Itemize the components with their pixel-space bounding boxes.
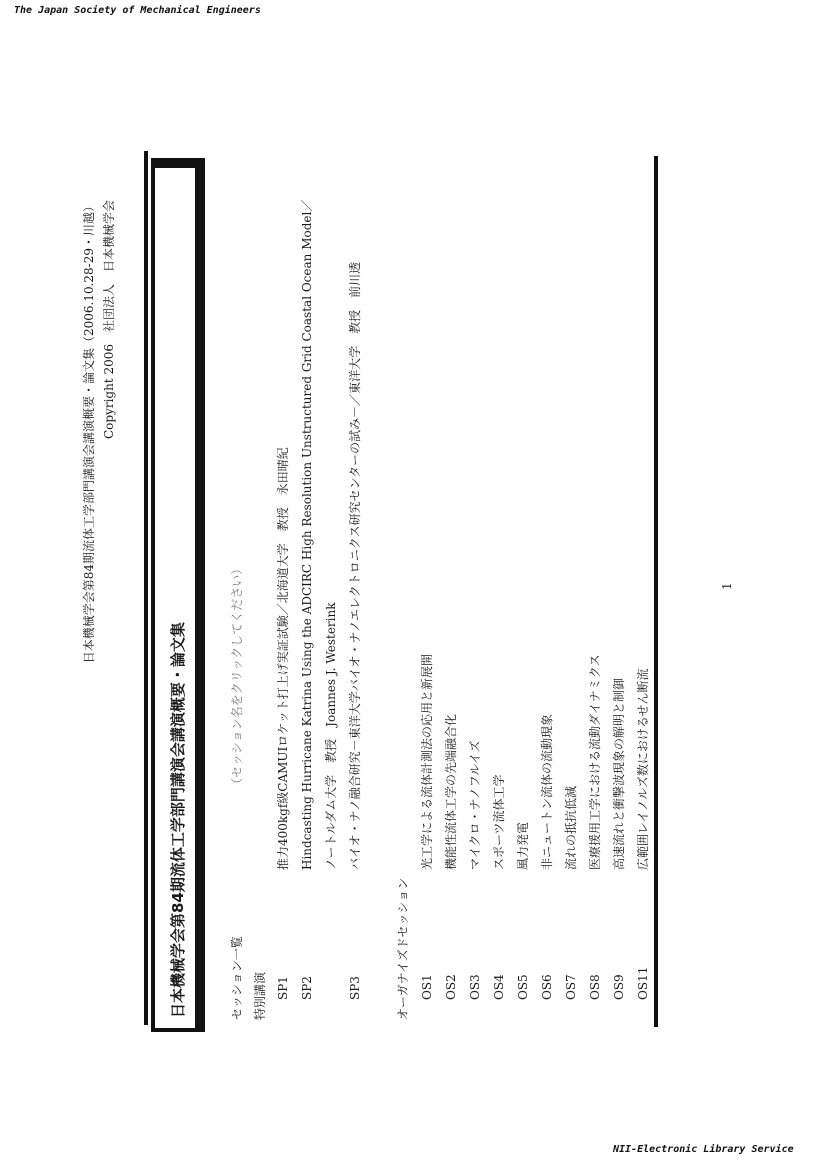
os9-link[interactable]: 高速流れと衝撃波現象の解明と制御 [612,677,626,870]
session-list-label: セッション一覧 [230,936,244,1020]
os8-code: OS8 [588,974,602,1000]
os2-code: OS2 [444,974,458,1000]
session-list-hint: （セッション名をクリックしてください） [230,562,244,790]
os3-link[interactable]: マイクロ・ナノフルイズ [468,740,482,870]
os5-link[interactable]: 風力発電 [516,821,530,870]
sp2-link-cont[interactable]: ノートルダム大学 教授 Joannes J. Westerink [324,602,338,870]
os11-code: OS11 [636,966,650,1000]
sp3-link[interactable]: バイオ・ナノ融合研究－東洋大学バイオ・ナノエレクトロニクス研究センターの試み－／東洋大学 教授 前川透 [348,261,362,870]
sp1-link[interactable]: 推力400kgf級CAMUIロケット打上げ実証試験／北海道大学 教授 永田晴紀 [276,447,290,870]
os2-link[interactable]: 機能性流体工学の先端融合化 [444,713,458,870]
os9-code: OS9 [612,974,626,1000]
title-box [151,158,205,1032]
os1-code: OS1 [420,974,434,1000]
copyright-line: Copyright 2006 社団法人 日本機械学会 [102,200,116,440]
bottom-rule [654,156,658,1027]
os1-link[interactable]: 光工学による流体計測法の応用と新展開 [420,653,434,870]
page-number: 1 [720,582,734,590]
nii-footer: NII-Electronic Library Service [613,1144,794,1155]
os5-code: OS5 [516,974,530,1000]
organized-session-heading: オーガナイズドセッション [396,877,410,1020]
os11-link[interactable]: 広範囲レイノルズ数におけるせん断流 [636,668,650,870]
title-box-shadow [144,151,148,1025]
os7-code: OS7 [564,974,578,1000]
society-header: The Japan Society of Mechanical Engineers [14,5,261,16]
sp2-link[interactable]: Hindcasting Hurricane Katrina Using the ADCIRC High Resolution Unstructured Grid Coastal Ocean Model／ [300,199,314,870]
os6-link[interactable]: 非ニュートン流体の流動現象 [540,713,554,870]
conference-line: 日本機械学会第84期流体工学部門講演会講演概要・論文集（2006.10.28-29・川越） [82,200,96,664]
special-lecture-heading: 特別講演 [253,971,267,1020]
sp1-code: SP1 [276,976,290,1000]
os3-code: OS3 [468,974,482,1000]
os6-code: OS6 [540,974,554,1000]
os4-code: OS4 [492,974,506,1000]
sp2-code: SP2 [300,976,314,1000]
os7-link[interactable]: 流れの抵抗低減 [564,785,578,870]
os4-link[interactable]: スポーツ流体工学 [492,774,506,870]
os8-link[interactable]: 医療援用工学における流動ダイナミクス [588,654,602,870]
page-title: 日本機械学会第84期流体工学部門講演会講演概要・論文集 [169,622,187,1018]
sp3-code: SP3 [348,976,362,1000]
